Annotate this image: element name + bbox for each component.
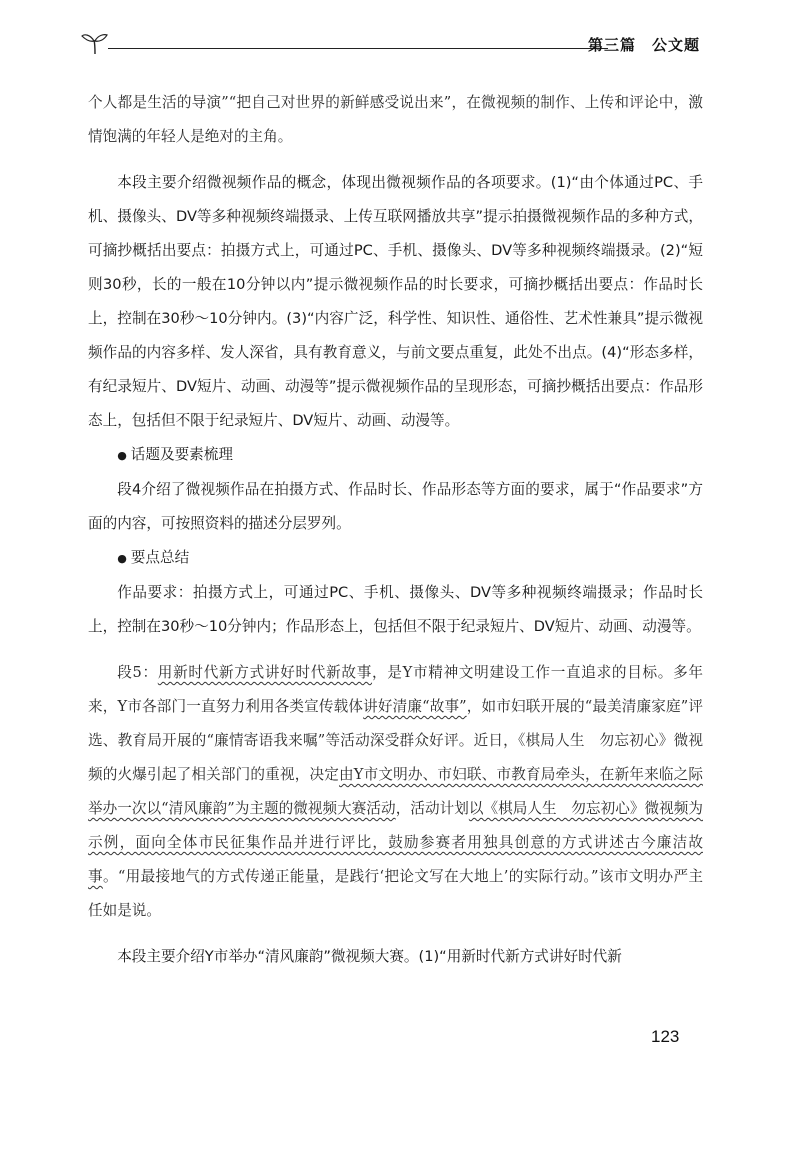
sprout-icon <box>80 30 110 56</box>
passage-text: 。“用最接地气的方式传递正能量，是践行‘把论文写在大地上’的实际行动。”该市文明办严主任如是说。 <box>88 868 703 919</box>
quoted-passage-5 <box>88 656 703 928</box>
bullet-icon: ● <box>117 552 127 565</box>
wavy-underline: 由Y市文明办、市妇联、市教育局牵头，在新年来临之际举办一次以“清风廉韵”为主题的微视频大赛活动 <box>88 766 703 817</box>
paragraph-topic: 段4介绍了微视频作品在拍摄方式、作品时长、作品形态等方面的要求，属于“作品要求”方面的内容，可按照资料的描述分层罗列。 <box>88 481 703 532</box>
bullet-label: 话题及要素梳理 <box>130 446 233 463</box>
passage-text: ，是Y市精神文明建设工作一直追求的目标。多年来，Y市各部门一直努力利用各类宣传载体 <box>88 664 703 715</box>
paragraph-continued: 个人都是生活的导演”“把自己对世界的新鲜感受说出来”，在微视频的制作、上传和评论中，激情饱满的年轻人是绝对的主角。 <box>88 94 703 145</box>
bullet-icon: ● <box>117 449 127 462</box>
header-rule <box>108 48 608 49</box>
paragraph-analysis: 本段主要介绍微视频作品的概念，体现出微视频作品的各项要求。(1)“由个体通过PC、手机、摄像头、DV等多种视频终端摄录、上传互联网播放共享”提示拍摄微视频作品的多种方式，可摘抄概括出要点：拍摄方式上，可通过PC、手机、摄像头、DV等多种视频终端摄录。(2)“短则30秒，长的一般在10分钟以内”提示微视频作品的时长要求，可摘抄概括出要点：作品时长上，控制在30秒～10分钟内。(3)“内容广泛，科学性、知识性、通俗性、艺术性兼具”提示微视频作品的内容多样、发人深省，具有教育意义，与前文要点重复，此处不出点。(4)“形态多样，有纪录短片、DV短片、动画、动漫等”提示微视频作品的呈现形态，可摘抄概括出要点：作品形态上，包括但不限于纪录短片、DV短片、动画、动漫等。 <box>88 174 703 429</box>
bullet-label: 要点总结 <box>130 549 190 566</box>
page-number: 123 <box>651 1027 680 1046</box>
page-body <box>88 86 703 974</box>
page-header <box>80 30 700 60</box>
paragraph-passage-analysis: 本段主要介绍Y市举办“清风廉韵”微视频大赛。(1)“用新时代新方式讲好时代新 <box>117 948 622 965</box>
wavy-underline: 讲好清廉“故事” <box>363 698 467 715</box>
bullet-topic-heading <box>88 438 703 473</box>
passage-label: 段5： <box>117 664 158 681</box>
section-title: 第三篇 公文题 <box>587 36 700 54</box>
paragraph-summary: 作品要求：拍摄方式上，可通过PC、手机、摄像头、DV等多种视频终端摄录；作品时长上，控制在30秒～10分钟内；作品形态上，包括但不限于纪录短片、DV短片、动画、动漫等。 <box>88 584 703 635</box>
wavy-underline: 以《棋局人生 勿忘初心》微视频为示例，面向全体市民征集作品并进行评比，鼓励参赛者用独具创意的方式讲述古今廉洁故事 <box>88 800 703 885</box>
passage-text: ，如市妇联开展的“最美清廉家庭”评选、教育局开展的“廉情寄语我来嘱”等活动深受群众好评。近日，《棋局人生 勿忘初心》微视频的火爆引起了相关部门的重视，决定 <box>88 698 703 783</box>
bullet-summary-heading <box>88 541 703 576</box>
wavy-underline: 用新时代新方式讲好时代新故事 <box>157 664 373 681</box>
passage-text: ，活动计划 <box>395 800 469 817</box>
